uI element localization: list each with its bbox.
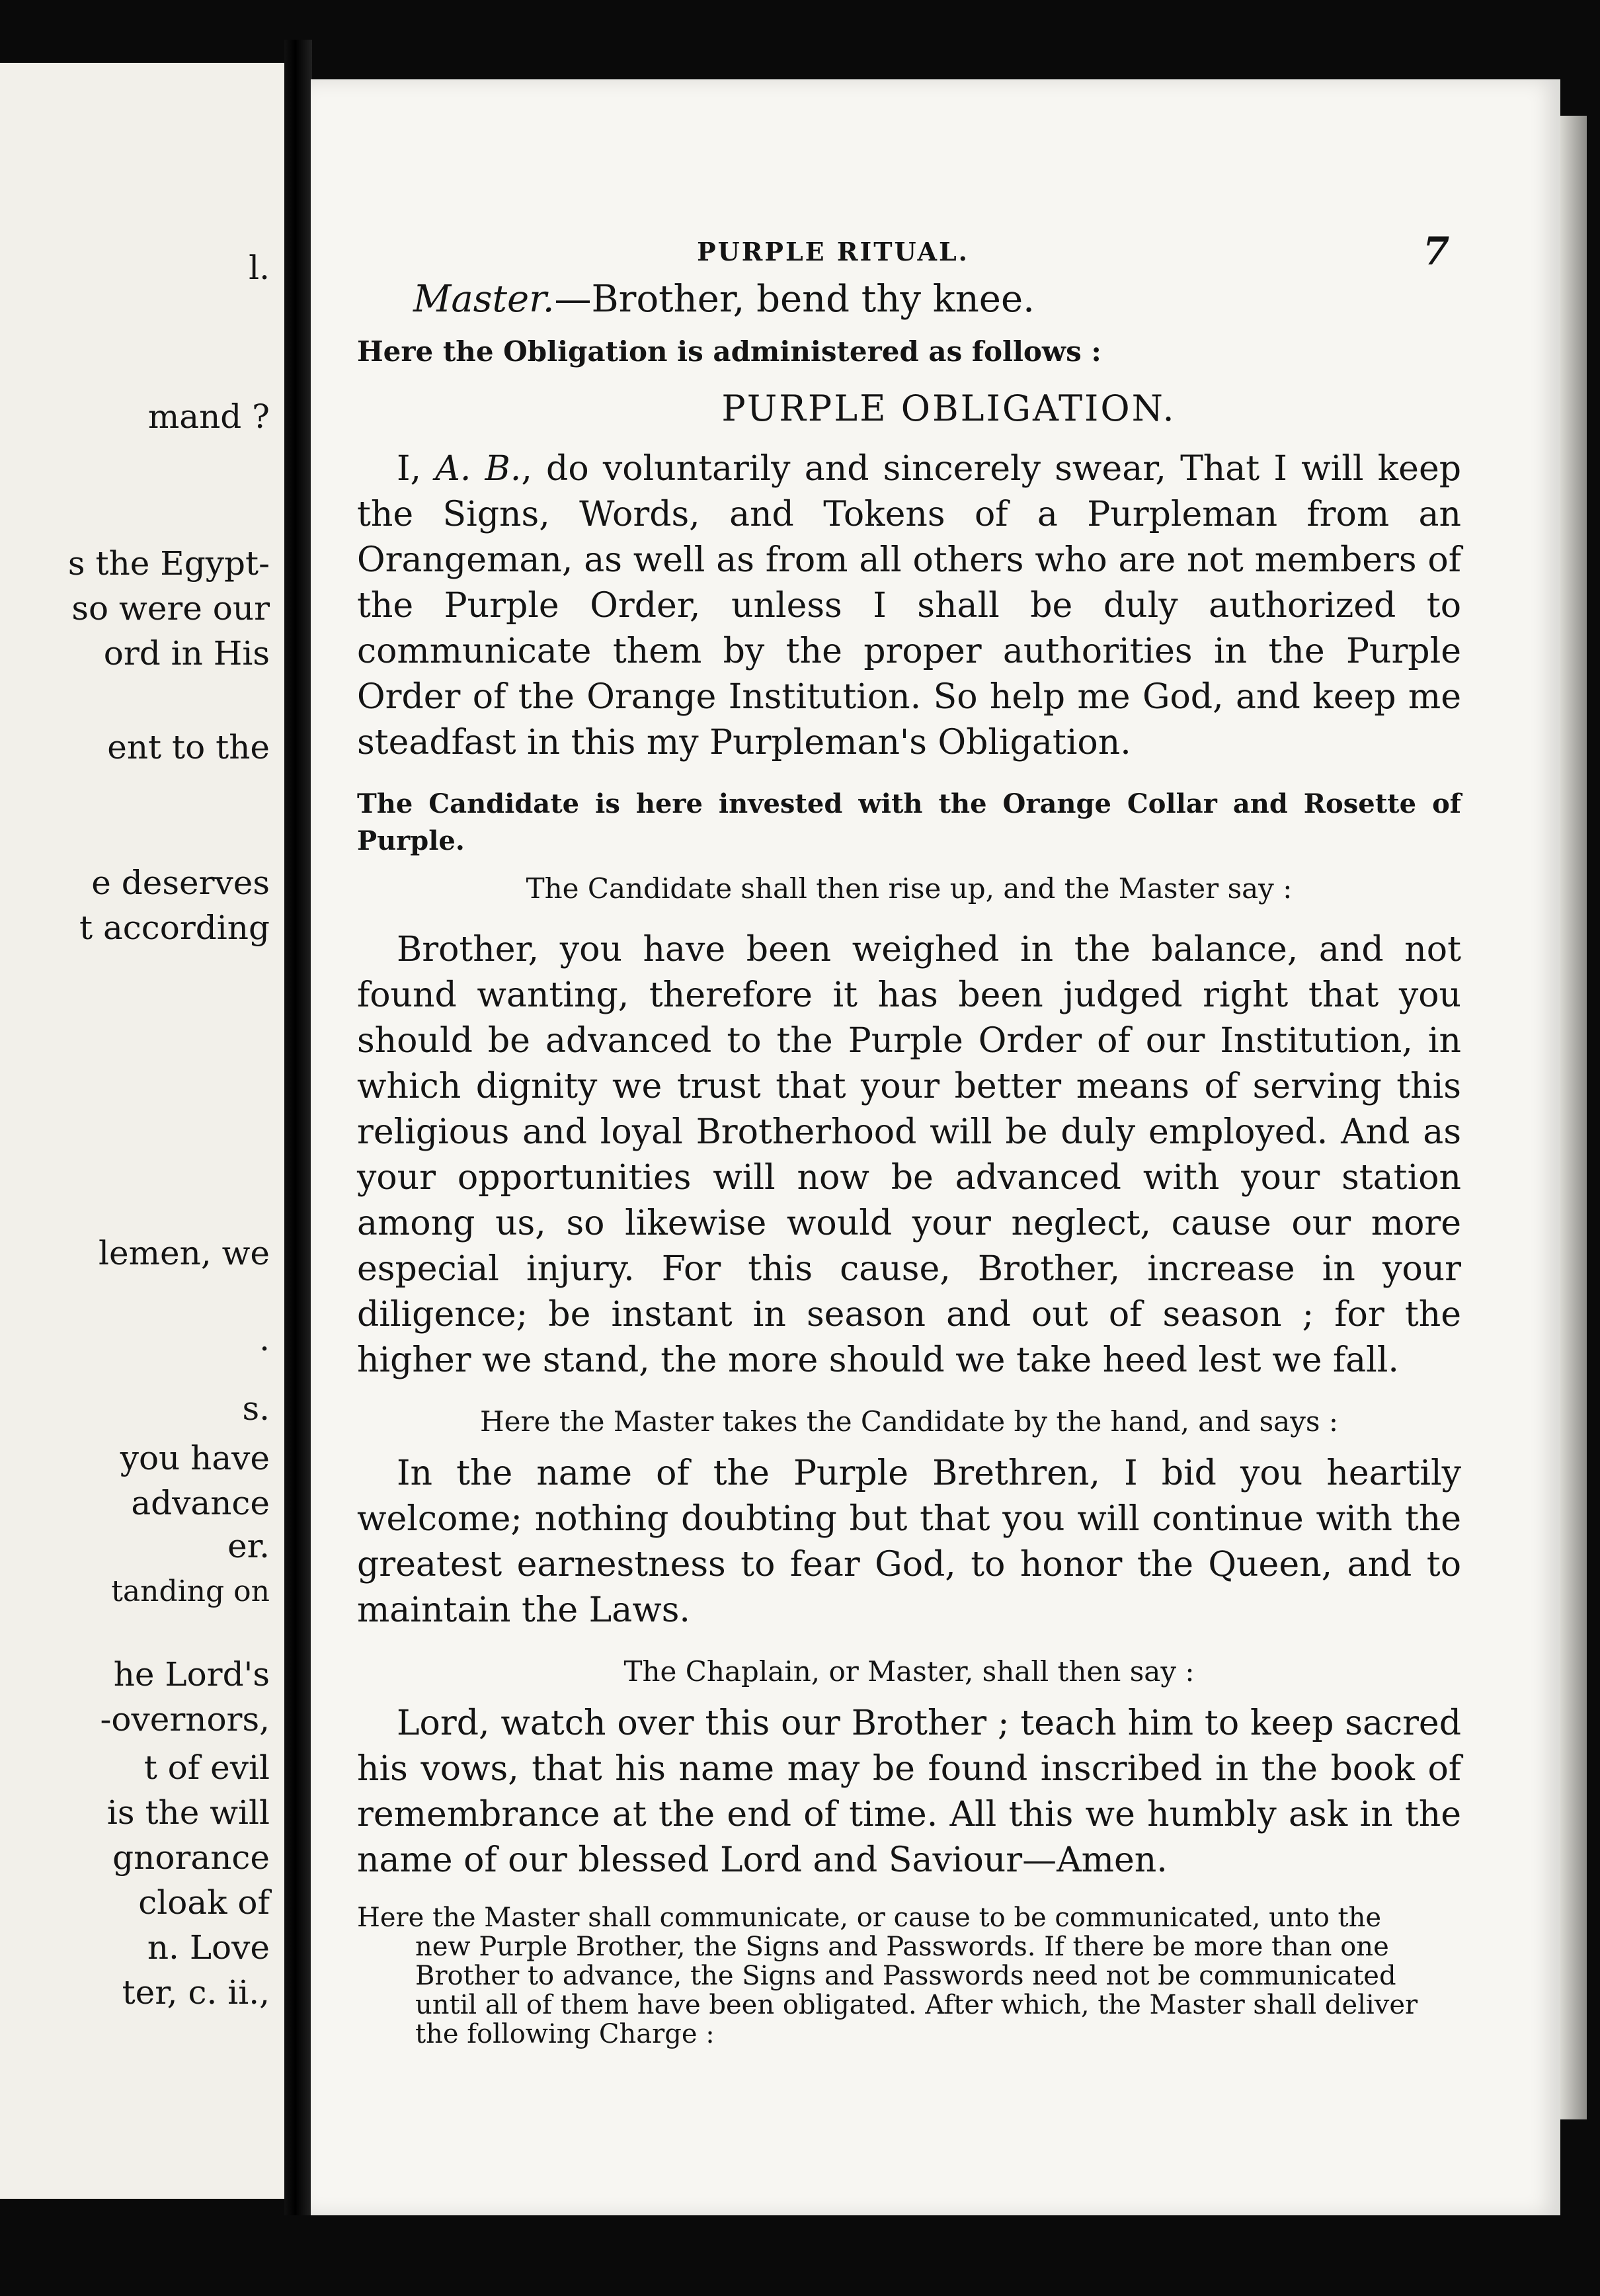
- obligation-text: , do voluntarily and sincerely swear, That I will keep the Signs, Words, and Tokens of a Purpleman from an Orangeman, as well as from all others who are not members of the Purple Order, unless I shall be duly authorized to communicate them by the proper authorities in the Purple Order of the Orange Institution. So help me God, and keep me steadfast in this my Purpleman's Obligation.: [357, 449, 1462, 762]
- left-fragment-15: tanding on: [111, 1575, 270, 1608]
- master-line-text: —Brother, bend thy knee.: [554, 278, 1035, 321]
- page-number: 7: [1423, 229, 1450, 274]
- obligation-name: A. B.: [435, 449, 522, 489]
- rubric-invested: The Candidate is here invested with the Orange Collar and Rosette of Purple.: [357, 788, 1461, 856]
- left-fragment-9: lemen, we: [99, 1234, 270, 1272]
- rubric-final: [357, 1903, 1461, 2049]
- welcome-paragraph: In the name of the Purple Brethren, I bid you heartily welcome; nothing doubting but that you will continue with the greatest earnestness to fear God, to honor the Queen, and to maintain the Laws.: [357, 1454, 1461, 1630]
- left-page-fragment: [0, 63, 284, 2199]
- rubric-rise: The Candidate shall then rise up, and the Master say :: [526, 872, 1293, 905]
- master-instruction: [413, 276, 1461, 323]
- left-fragment-16: he Lord's: [113, 1655, 270, 1694]
- left-fragment-12: you have: [120, 1439, 270, 1477]
- rubric-final-first-line: Here the Master shall communicate, or cause to be communicated, unto the: [357, 1903, 1382, 1933]
- section-heading: PURPLE OBLIGATION.: [721, 388, 1176, 429]
- left-fragment-19: is the will: [106, 1793, 270, 1832]
- obligation-paragraph: [357, 446, 1461, 766]
- left-fragment-7: e deserves: [91, 864, 270, 902]
- left-fragment-13: advance: [131, 1484, 270, 1522]
- rubric-hand: Here the Master takes the Candidate by the hand, and says :: [479, 1405, 1338, 1438]
- running-head: PURPLE RITUAL.: [697, 237, 969, 266]
- left-fragment-14: er.: [227, 1527, 270, 1565]
- left-fragment-22: n. Love: [147, 1928, 270, 1967]
- rubric-obligation: Here the Obligation is administered as follows :: [357, 335, 1101, 368]
- left-fragment-2: mand ?: [147, 397, 270, 436]
- address-paragraph: Brother, you have been weighed in the balance, and not found wanting, therefore it has been judged right that you should be advanced to the Purple Order of our Institution, in which dignity we trust that your better means of serving this religious and loyal Brotherhood will be duly employed. And as your opportunities will now be advanced with your station among us, so likewise would your neglect, cause our more especial injury. For this cause, Brother, increase in your diligence; be instant in season and out of season ; for the higher we stand, the more should we take heed lest we fall.: [357, 930, 1461, 1380]
- obligation-pre: I,: [397, 449, 436, 489]
- left-fragment-4: so were our: [71, 589, 270, 628]
- left-fragment-6: ent to the: [107, 728, 270, 766]
- left-fragment-20: gnorance: [112, 1838, 270, 1877]
- left-fragment-10: .: [259, 1320, 270, 1358]
- book-spine: [284, 40, 312, 2215]
- left-fragment-5: ord in His: [103, 634, 270, 673]
- left-fragment-8: t according: [79, 909, 270, 947]
- left-fragment-17: -overnors,: [100, 1700, 270, 1739]
- speaker-master: Master.: [413, 278, 555, 321]
- page-edge: [1560, 116, 1587, 2119]
- prayer-paragraph: Lord, watch over this our Brother ; teach him to keep sacred his vows, that his name may be found inscribed in the book of remembrance at the end of time. All this we humbly ask in the name of our blessed Lord and Saviour—Amen.: [357, 1703, 1461, 1880]
- body-text: [357, 276, 1461, 2049]
- left-fragment-3: s the Egypt-: [67, 544, 270, 583]
- left-fragment-21: cloak of: [138, 1883, 270, 1922]
- left-fragment-18: t of evil: [143, 1748, 270, 1787]
- left-fragment-1: l.: [249, 249, 270, 287]
- rubric-chaplain: The Chaplain, or Master, shall then say :: [623, 1655, 1195, 1688]
- right-page: [311, 79, 1560, 2215]
- left-fragment-11: s.: [242, 1389, 270, 1428]
- rubric-final-rest: new Purple Brother, the Signs and Passwords. If there be more than one Brother to advance, the Signs and Passwords need not be communicated until all of them have been obligated. After which, the Master shall deliver the following Charge :: [415, 1932, 1418, 2049]
- left-fragment-23: ter, c. ii.,: [122, 1973, 270, 2012]
